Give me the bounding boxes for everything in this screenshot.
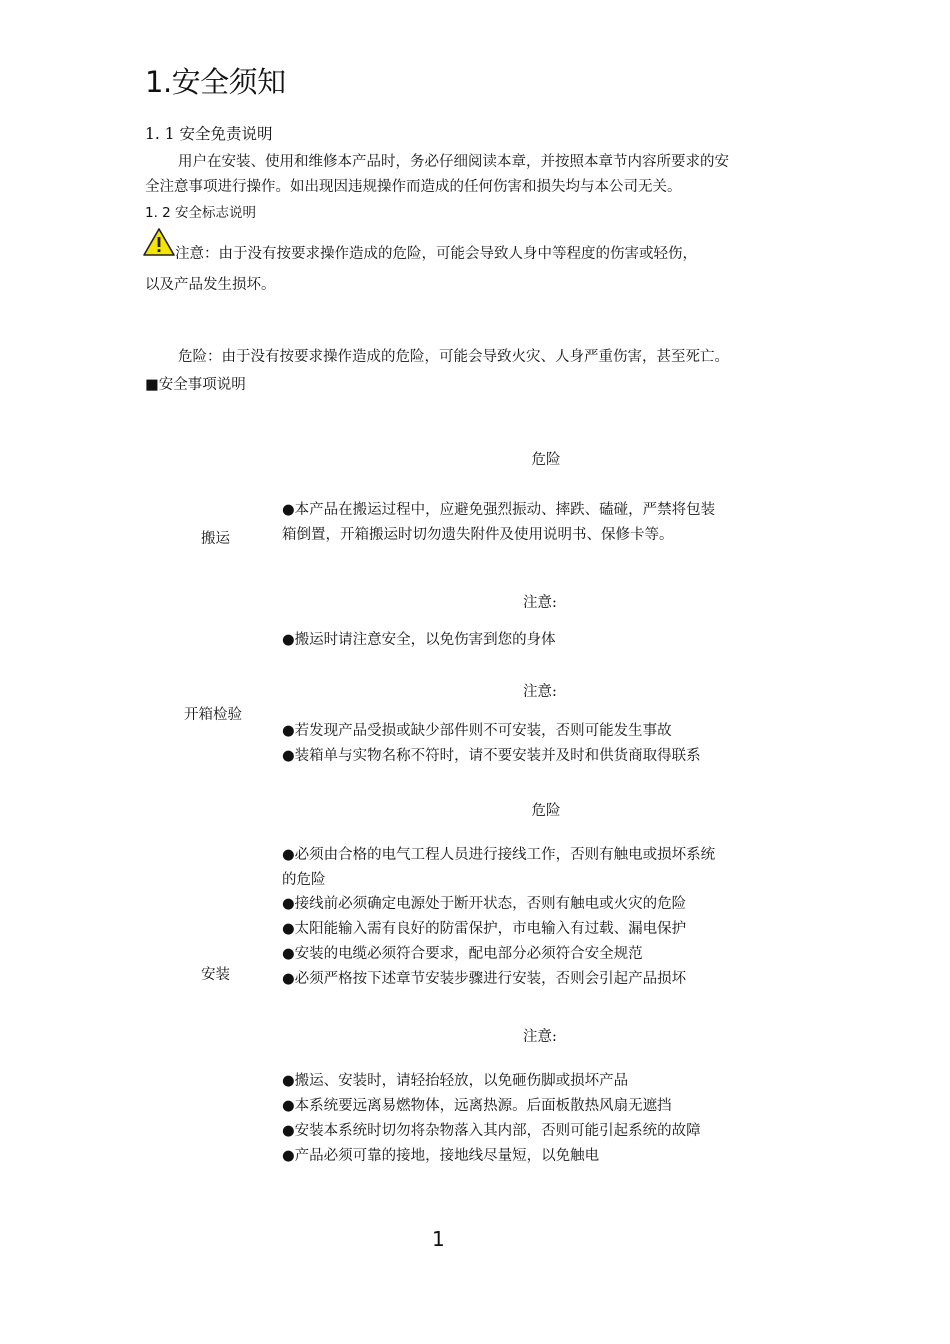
install-caution-item-1: ●搬运、安装时，请轻抬轻放，以免砸伤脚或损坏产品 — [282, 1073, 629, 1089]
transport-danger-item-line1: ●本产品在搬运过程中，应避免强烈振动、摔跌、磕碰，严禁将包装 — [282, 502, 716, 518]
install-row-label: 安装 — [201, 967, 230, 983]
install-danger-item-3: ●太阳能输入需有良好的防雷保护，市电输入有过载、漏电保护 — [282, 921, 687, 937]
safety-items-heading: ■安全事项说明 — [145, 377, 246, 393]
disclaimer-text-line2: 全注意事项进行操作。如出现因违规操作而造成的任何伤害和损失均与本公司无关。 — [145, 179, 682, 195]
caution-definition-line2: 以及产品发生损坏。 — [145, 277, 276, 293]
install-danger-item-2: ●接线前必须确定电源处于断开状态，否则有触电或火灾的危险 — [282, 896, 687, 912]
install-danger-item-4: ●安装的电缆必须符合要求，配电部分必须符合安全规范 — [282, 946, 643, 962]
transport-danger-label: 危险 — [531, 452, 561, 468]
page-title: 1.安全须知 — [145, 65, 286, 99]
install-caution-item-2: ●本系统要远离易燃物体，远离热源。后面板散热风扇无遮挡 — [282, 1098, 672, 1114]
unboxing-row-label: 开箱检验 — [184, 707, 242, 723]
install-danger-item-5: ●必须严格按下述章节安装步骤进行安装，否则会引起产品损坏 — [282, 971, 687, 987]
caution-definition-line1: 注意：由于没有按要求操作造成的危险，可能会导致人身中等程度的伤害或轻伤， — [175, 246, 697, 262]
install-caution-label: 注意: — [523, 1029, 557, 1045]
section-1-1-heading: 1. 1 安全免责说明 — [145, 125, 273, 143]
install-danger-label: 危险 — [531, 803, 561, 819]
warning-triangle-icon — [143, 227, 175, 257]
disclaimer-text-line1: 用户在安装、使用和维修本产品时，务必仔细阅读本章，并按照本章节内容所要求的安 — [178, 154, 729, 170]
install-caution-item-4: ●产品必须可靠的接地，接地线尽量短，以免触电 — [282, 1148, 600, 1164]
install-danger-item-1-line2: 的危险 — [282, 872, 326, 888]
unboxing-caution-label: 注意: — [523, 684, 557, 700]
transport-row-label: 搬运 — [201, 531, 230, 547]
danger-definition: 危险：由于没有按要求操作造成的危险，可能会导致火灾、人身严重伤害，甚至死亡。 — [178, 349, 729, 365]
transport-danger-item-line2: 箱倒置，开箱搬运时切勿遗失附件及使用说明书、保修卡等。 — [282, 527, 674, 543]
unboxing-item-1: ●若发现产品受损或缺少部件则不可安装，否则可能发生事故 — [282, 723, 672, 739]
unboxing-item-2: ●装箱单与实物名称不符时，请不要安装并及时和供货商取得联系 — [282, 748, 701, 764]
transport-caution-label: 注意: — [523, 595, 557, 611]
page-number: 1 — [432, 1227, 445, 1251]
install-caution-item-3: ●安装本系统时切勿将杂物落入其内部，否则可能引起系统的故障 — [282, 1123, 701, 1139]
install-danger-item-1-line1: ●必须由合格的电气工程人员进行接线工作，否则有触电或损坏系统 — [282, 847, 716, 863]
transport-caution-item: ●搬运时请注意安全，以免伤害到您的身体 — [282, 632, 556, 648]
section-1-2-heading: 1. 2 安全标志说明 — [145, 205, 257, 221]
